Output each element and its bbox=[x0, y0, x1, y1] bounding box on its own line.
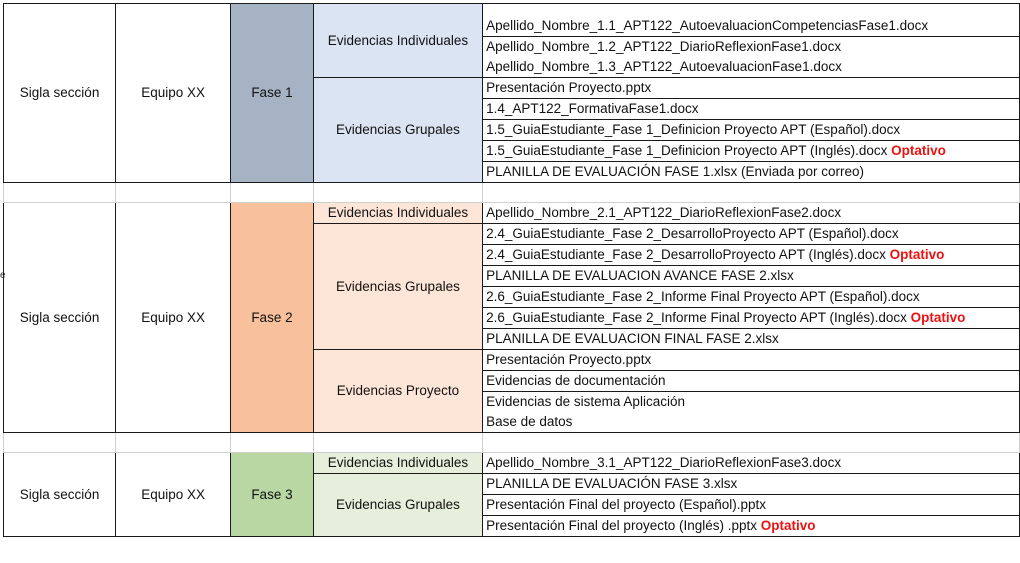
file-name: 1.5_GuiaEstudiante_Fase 1_Definicion Proyecto APT (Inglés).docx bbox=[486, 143, 888, 158]
group-individuales-cell: Evidencias Individuales bbox=[313, 4, 482, 78]
optional-badge: Optativo bbox=[891, 143, 946, 158]
file-cell: Presentación Proyecto.pptx bbox=[483, 350, 1020, 371]
group-proyecto-cell: Evidencias Proyecto bbox=[313, 350, 482, 433]
section-cell: Sigla sección bbox=[4, 4, 116, 183]
file-cell: Apellido_Nombre_1.3_APT122_AutoevaluacionFase1.docx bbox=[483, 57, 1020, 78]
phase-1-cell: Fase 1 bbox=[231, 4, 314, 183]
spacer-row bbox=[4, 433, 1020, 453]
file-cell bbox=[483, 245, 1020, 266]
file-cell: Apellido_Nombre_1.1_APT122_AutoevaluacionCompetenciasFase1.docx bbox=[483, 4, 1020, 37]
file-cell: Apellido_Nombre_2.1_APT122_DiarioReflexionFase2.docx bbox=[483, 203, 1020, 224]
file-cell: PLANILLA DE EVALUACIÓN FASE 3.xlsx bbox=[483, 474, 1020, 495]
file-cell: Apellido_Nombre_3.1_APT122_DiarioReflexionFase3.docx bbox=[483, 453, 1020, 474]
optional-badge: Optativo bbox=[910, 310, 966, 325]
file-cell: Evidencias de sistema Aplicación bbox=[483, 392, 1020, 413]
file-cell bbox=[483, 308, 1020, 329]
file-cell: Base de datos bbox=[483, 412, 1020, 433]
table-row bbox=[4, 4, 1020, 37]
file-cell: PLANILLA DE EVALUACION FINAL FASE 2.xlsx bbox=[483, 329, 1020, 350]
file-cell: PLANILLA DE EVALUACION AVANCE FASE 2.xlsx bbox=[483, 266, 1020, 287]
file-cell: 1.5_GuiaEstudiante_Fase 1_Definicion Proyecto APT (Español).docx bbox=[483, 120, 1020, 141]
file-cell: Presentación Proyecto.pptx bbox=[483, 78, 1020, 99]
phase-2-cell: Fase 2 bbox=[231, 203, 314, 433]
team-cell: Equipo XX bbox=[116, 203, 231, 433]
file-cell: Evidencias de documentación bbox=[483, 371, 1020, 392]
file-cell: 2.6_GuiaEstudiante_Fase 2_Informe Final Proyecto APT (Español).docx bbox=[483, 287, 1020, 308]
team-cell: Equipo XX bbox=[116, 453, 231, 537]
group-grupales-cell: Evidencias Grupales bbox=[313, 474, 482, 537]
spacer-row bbox=[4, 183, 1020, 203]
optional-badge: Optativo bbox=[760, 518, 816, 533]
team-cell: Equipo XX bbox=[116, 4, 231, 183]
cut-off-edge-text: e bbox=[0, 270, 6, 281]
group-individuales-cell: Evidencias Individuales bbox=[313, 453, 482, 474]
section-cell: Sigla sección bbox=[4, 453, 116, 537]
phase-3-cell: Fase 3 bbox=[231, 453, 314, 537]
optional-badge: Optativo bbox=[889, 247, 945, 262]
file-cell: PLANILLA DE EVALUACIÓN FASE 1.xlsx (Enviada por correo) bbox=[483, 162, 1020, 183]
file-name: Presentación Final del proyecto (Inglés) .pptx bbox=[486, 518, 757, 533]
file-cell bbox=[483, 141, 1020, 162]
file-name: 2.4_GuiaEstudiante_Fase 2_DesarrolloProyecto APT (Inglés).docx bbox=[486, 247, 886, 262]
table-row bbox=[4, 203, 1020, 224]
file-cell: 2.4_GuiaEstudiante_Fase 2_DesarrolloProyecto APT (Español).docx bbox=[483, 224, 1020, 245]
group-grupales-cell: Evidencias Grupales bbox=[313, 224, 482, 350]
file-cell bbox=[483, 516, 1020, 537]
file-name: 2.6_GuiaEstudiante_Fase 2_Informe Final Proyecto APT (Inglés).docx bbox=[486, 310, 907, 325]
section-cell: Sigla sección bbox=[4, 203, 116, 433]
group-individuales-cell: Evidencias Individuales bbox=[313, 203, 482, 224]
group-grupales-cell: Evidencias Grupales bbox=[313, 78, 482, 183]
evidence-table bbox=[3, 3, 1020, 537]
file-cell: Presentación Final del proyecto (Español).pptx bbox=[483, 495, 1020, 516]
file-cell: Apellido_Nombre_1.2_APT122_DiarioReflexionFase1.docx bbox=[483, 37, 1020, 58]
table-row bbox=[4, 453, 1020, 474]
file-cell: 1.4_APT122_FormativaFase1.docx bbox=[483, 99, 1020, 120]
